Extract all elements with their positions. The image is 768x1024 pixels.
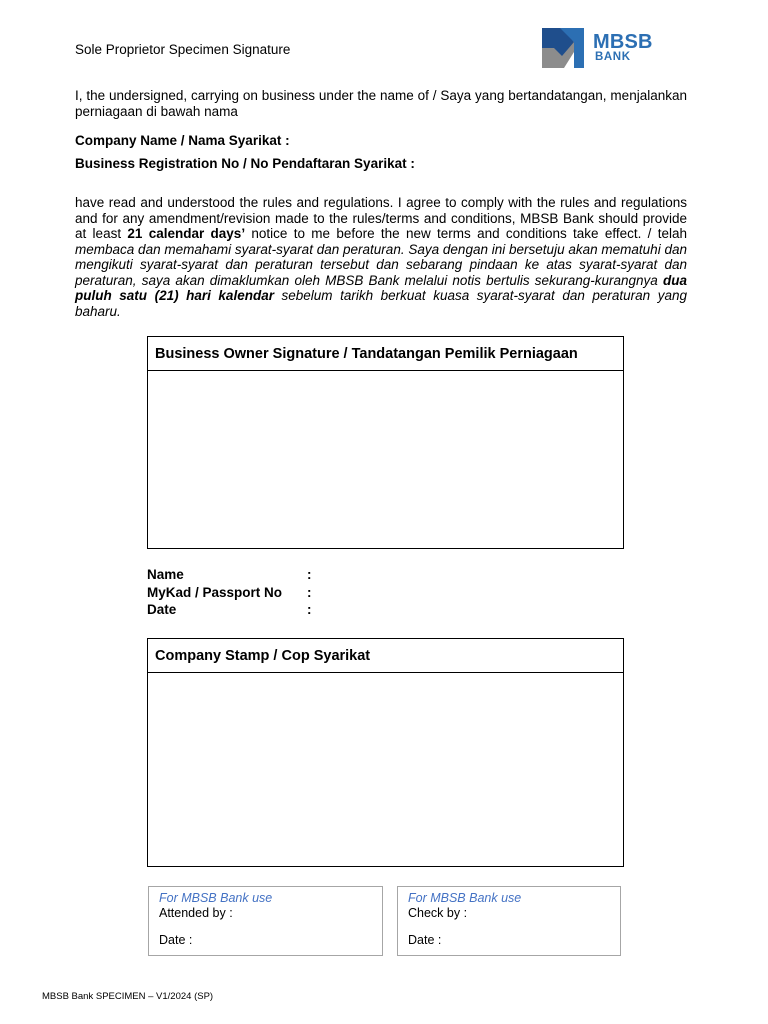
agreement-notice-days-malay: dua puluh satu (21) hari kalendar (75, 272, 687, 303)
company-stamp-box[interactable] (147, 638, 624, 867)
owner-id-label: MyKad / Passport No (147, 585, 283, 600)
agreement-text-malay: sebelum tarikh berkuat kuasa syarat-syarat dan peraturan yang baharu. (75, 288, 687, 319)
mbsb-logo-icon (542, 26, 586, 68)
owner-id-row (147, 584, 312, 601)
owner-date-label: Date (147, 602, 177, 617)
intro-paragraph: I, the undersigned, carrying on business under the name of / Saya yang bertandatangan, menjalankan perniagaan di bawah nama (75, 88, 687, 119)
check-date-label: Date : (408, 933, 442, 947)
mbsb-logo (542, 26, 668, 70)
attended-by-label: Attended by : (159, 906, 233, 920)
owner-id-separator: : (307, 585, 312, 600)
document-title: Sole Proprietor Specimen Signature (75, 42, 291, 57)
bank-use-attended-box (148, 886, 383, 956)
footer-version: MBSB Bank SPECIMEN – V1/2024 (SP) (42, 991, 214, 1002)
signature-box-title: Business Owner Signature / Tandatangan Pemilik Perniagaan (148, 337, 623, 371)
owner-name-label: Name (147, 567, 184, 582)
owner-name-row (147, 566, 312, 583)
owner-name-separator: : (307, 567, 312, 582)
agreement-paragraph (75, 195, 687, 319)
agreement-text-malay: membaca dan memahami syarat-syarat dan peraturan. Saya dengan ini bersetuju akan mematuhi dan mengikuti syarat-syarat dan peraturan tersebut dan sebarang pindaan ke atas syarat-syarat dan peraturan, saya akan dimaklumkan oleh MBSB Bank melalui notis bertulis sekurang-kurangnya (75, 241, 687, 288)
bank-use-check-box (397, 886, 621, 956)
logo-name: MBSB (593, 31, 653, 53)
attended-date-label: Date : (159, 933, 193, 947)
owner-date-separator: : (307, 602, 312, 617)
bank-use-heading: For MBSB Bank use (159, 891, 273, 905)
agreement-text: notice to me before the new terms and conditions take effect. / telah (245, 226, 687, 241)
signature-box[interactable] (147, 336, 624, 549)
logo-subtitle: BANK (595, 51, 631, 63)
agreement-text: have read and understood the rules and regulations. I agree to comply with the rules and regulations and for any amendment/revision made to the rules/terms and conditions, MBSB Bank should provide at least (75, 195, 687, 241)
check-by-label: Check by : (408, 906, 468, 920)
company-name-label: Company Name / Nama Syarikat : (75, 133, 290, 148)
agreement-notice-days: 21 calendar days’ (127, 226, 246, 241)
company-stamp-title: Company Stamp / Cop Syarikat (148, 639, 623, 673)
owner-date-row (147, 601, 312, 618)
bank-use-heading: For MBSB Bank use (408, 891, 522, 905)
business-registration-label: Business Registration No / No Pendaftaran Syarikat : (75, 156, 415, 171)
